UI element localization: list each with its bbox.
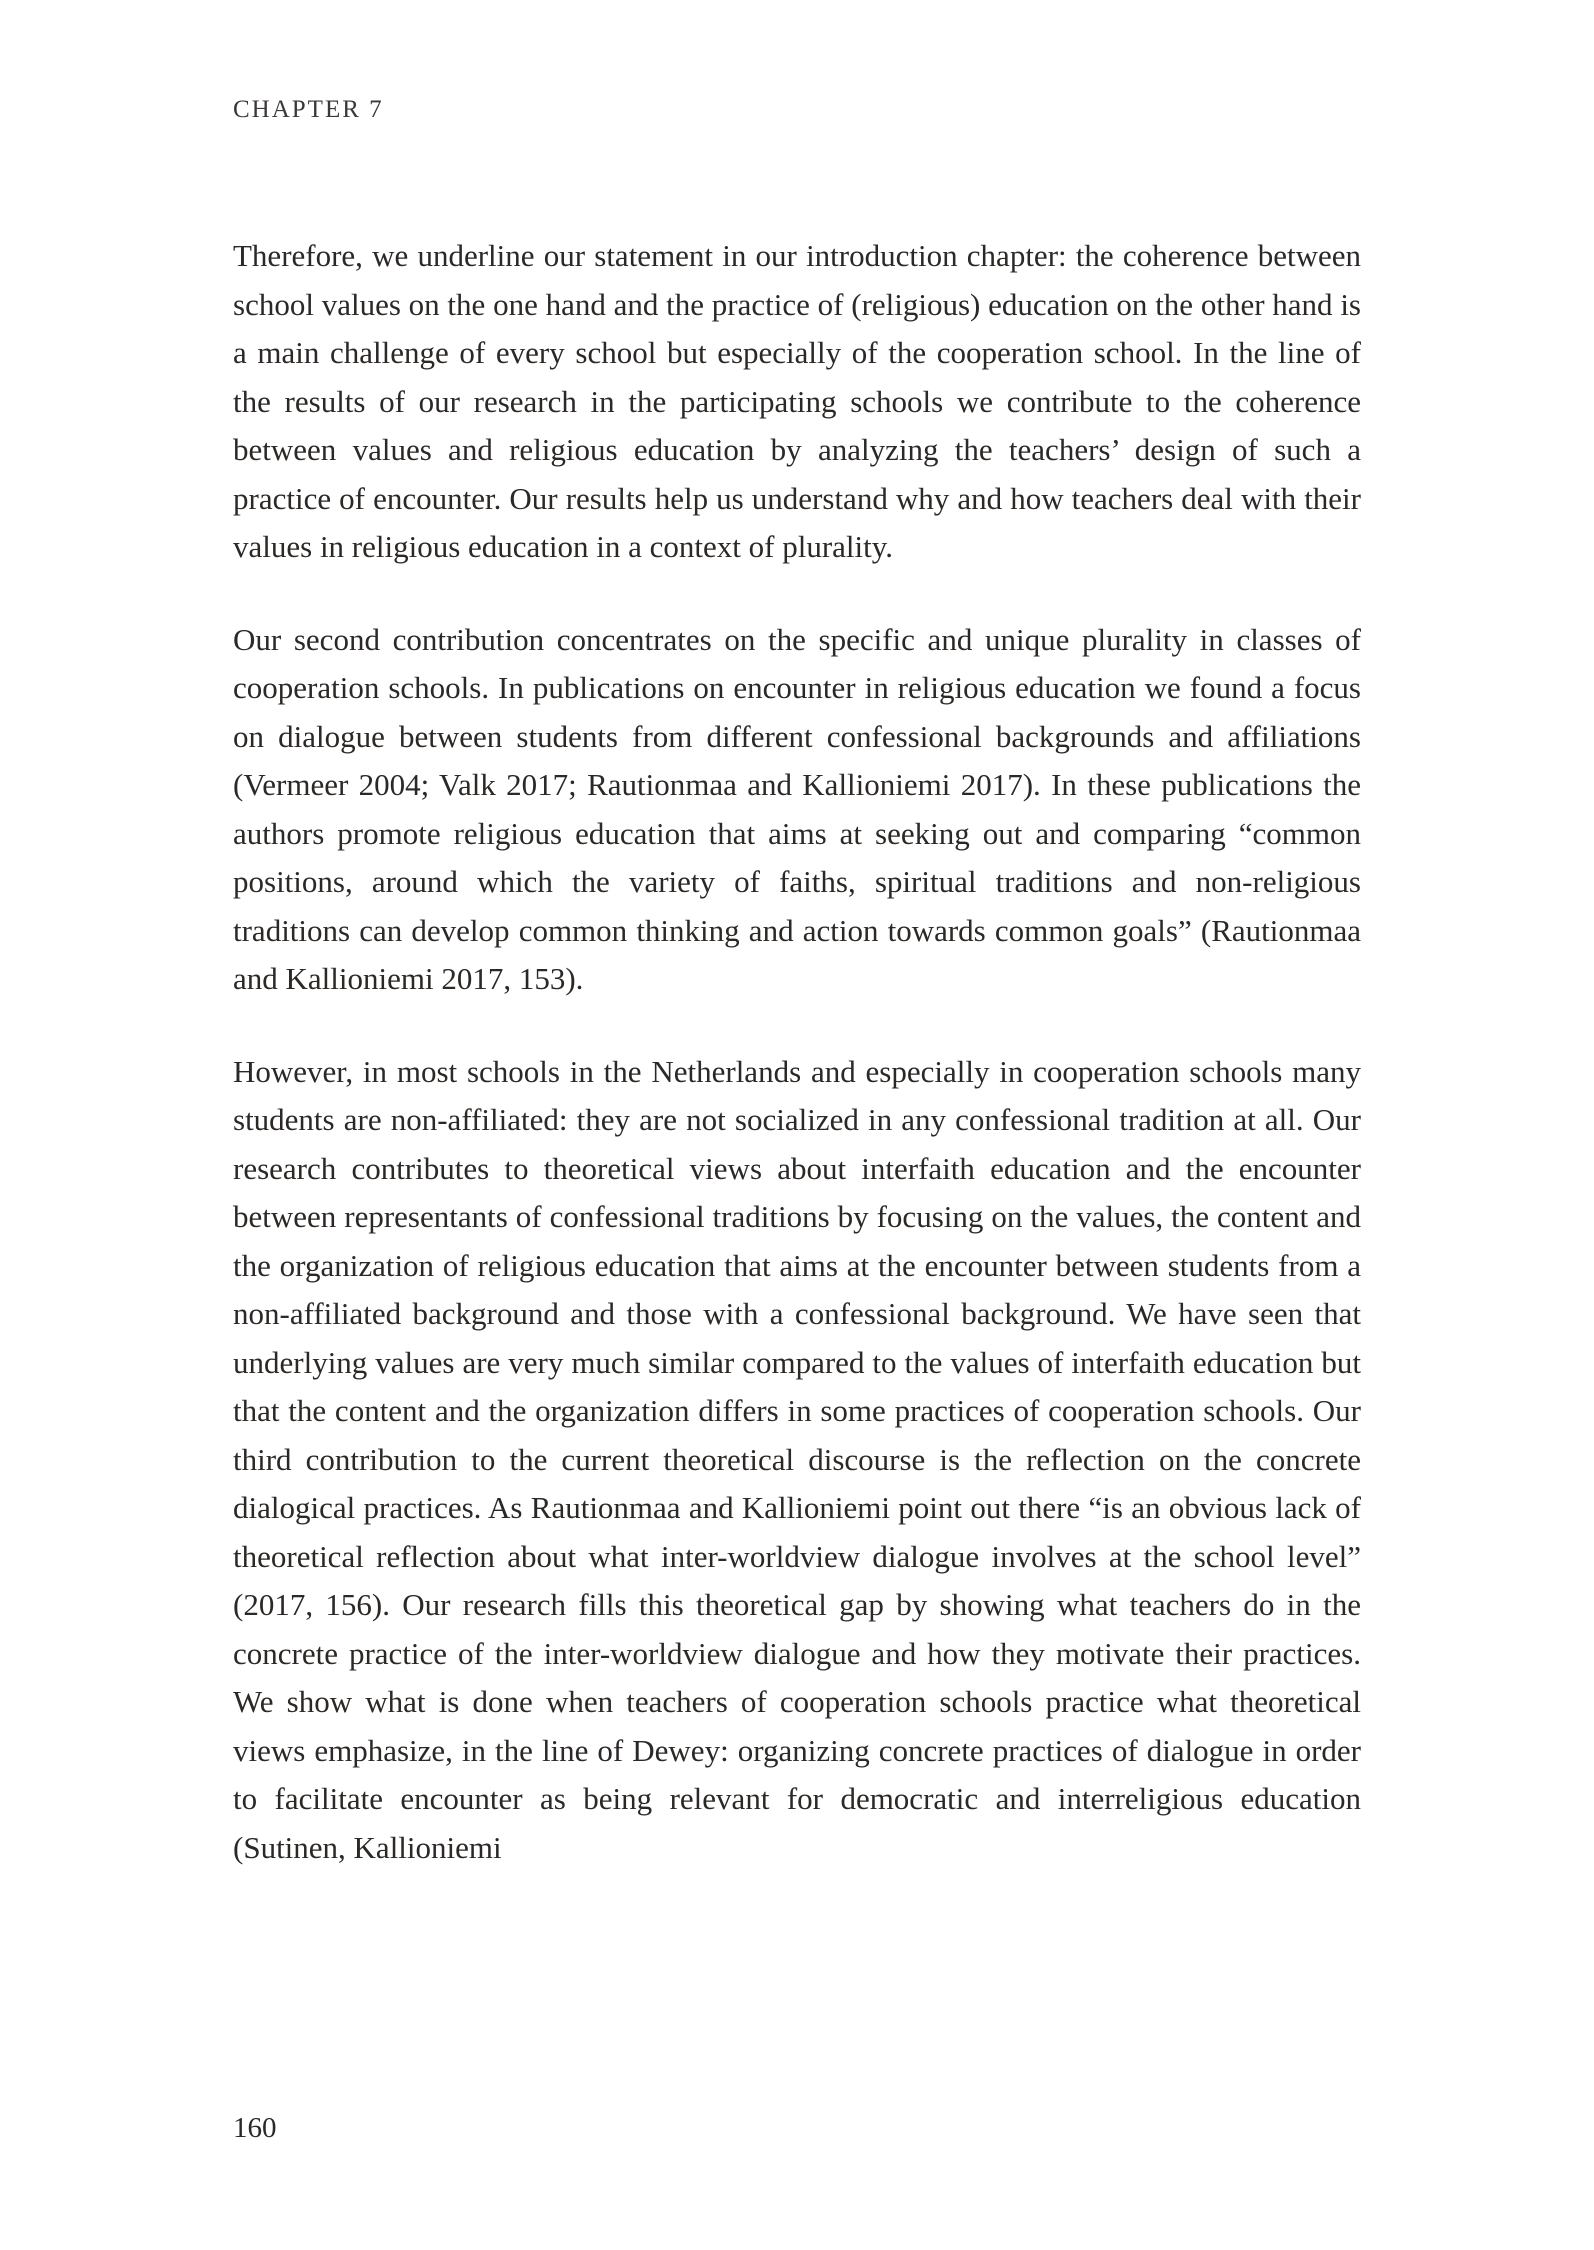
body-text-block xyxy=(233,232,1361,1872)
body-paragraph-1: Therefore, we underline our statement in our introduction chapter: the coherence between school values on the one hand and the practice of (religious) education on the other hand is a main challenge of every school but especially of the cooperation school. In the line of the results of our research in the participating schools we contribute to the coherence between values and religious education by analyzing the teachers’ design of such a practice of encounter. Our results help us understand why and how teachers deal with their values in religious education in a context of plurality. xyxy=(233,238,1361,564)
body-paragraph-3: However, in most schools in the Netherlands and especially in cooperation schools many students are non-affiliated: they are not socialized in any confessional tradition at all. Our research contributes to theoretical views about interfaith education and the encounter between representants of confessional traditions by focusing on the values, the content and the organization of religious education that aims at the encounter between students from a non-affiliated background and those with a confessional background. We have seen that underlying values are very much similar compared to the values of interfaith education but that the content and the organization differs in some practices of cooperation schools. Our third contribution to the current theoretical discourse is the reflection on the concrete dialogical practices. As Rautionmaa and Kallioniemi point out there “is an obvious lack of theoretical reflection about what inter-worldview dialogue involves at the school level” (2017, 156). Our research fills this theoretical gap by showing what teachers do in the concrete practice of the inter-worldview dialogue and how they motivate their practices. We show what is done when teachers of cooperation schools practice what theoretical views emphasize, in the line of Dewey: organizing concrete practices of dialogue in order to facilitate encounter as being relevant for democratic and interreligious education (Sutinen, Kallioniemi xyxy=(233,1053,1361,1865)
chapter-running-head: CHAPTER 7 xyxy=(233,96,384,123)
body-paragraph-2: Our second contribution concentrates on the specific and unique plurality in classes of cooperation schools. In publications on encounter in religious education we found a focus on dialogue between students from different confessional backgrounds and affiliations (Vermeer 2004; Valk 2017; Rautionmaa and Kallioniemi 2017). In these publications the authors promote religious education that aims at seeking out and comparing “common positions, around which the variety of faiths, spiritual traditions and non-religious traditions can develop common thinking and action towards common goals” (Rautionmaa and Kallioniemi 2017, 153). xyxy=(233,621,1361,996)
page-number: 160 xyxy=(233,2112,277,2144)
